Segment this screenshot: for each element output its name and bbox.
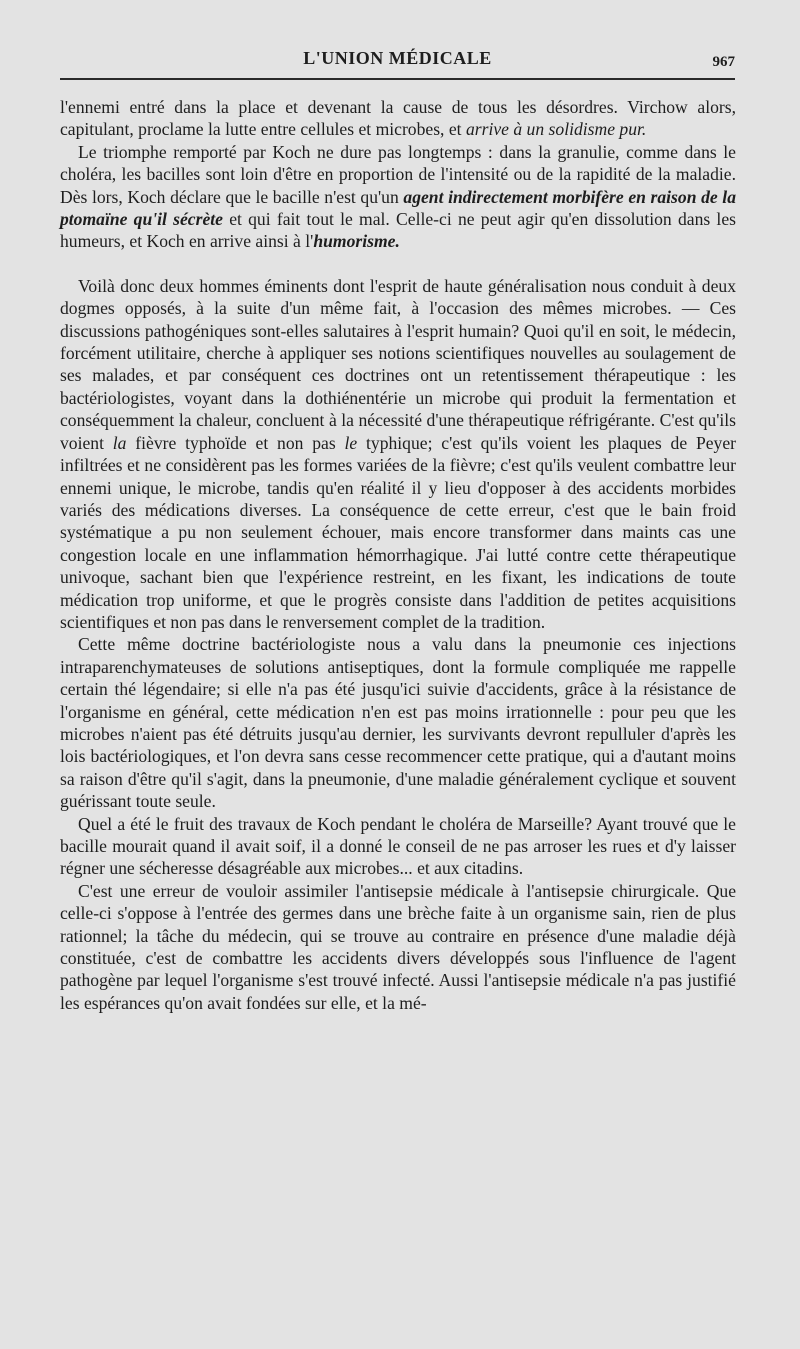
text-run: fièvre typhoïde et non pas [126, 432, 345, 453]
text-run-italic: arrive à un solidisme pur. [465, 119, 647, 140]
text-run-italic: le [344, 432, 358, 453]
text-run: Cette même doctrine bactériologiste nous a valu dans la pneumonie ces injections intraparenchymateuses de solutions antiseptiques, dont la formule compliquée me rappelle certain thé légendaire; si elle n'a pas été jusqu'ici suivie d'accidents, grâce à la résistance de l'organisme en général, cette médication n'en est pas moins irrationnelle : pour peu que les microbes n'aient pas été détruits jusqu'au dernier, les survivants devront repulluler d'après les lois bactériologiques, et l'on devra sans cesse recommencer cette pratique, qui a d'autant moins sa raison d'être qu'il s'agit, dans la pneumonie, d'une maladie généralement cyclique et souvent guérissant toute seule. [60, 634, 736, 812]
text-run-italic: la [112, 432, 127, 453]
paragraph-3 [60, 275, 736, 634]
header-rule [60, 78, 735, 80]
text-run: typhique; c'est qu'ils voient les plaques de Peyer infiltrées et ne considèrent pas les formes variées de la fièvre; c'est qu'ils veulent combattre leur ennemi unique, le microbe, tandis qu'en réalité il y lieu d'opposer à des accidents morbides variés des médications diverses. La conséquence de cette erreur, c'est que le bain froid systématique a pu non seulement échouer, mais encore transformer dans maints cas une congestion locale en une inflammation hémorrhagique. J'ai lutté contre cette thérapeutique univoque, sachant bien que l'expérience restreint, en les fixant, les indications de toute médication trop uniforme, et que le progrès consiste dans l'addition de petites acquisitions scientifiques et non pas dans le renversement complet de la tradition. [60, 432, 737, 632]
paragraph-5 [60, 813, 736, 880]
paragraph-4 [60, 633, 736, 812]
text-run: et qui fait tout le mal. Celle-ci ne peut agir qu'en dissolution dans les humeurs, et Koch en arrive ainsi à l' [60, 209, 736, 252]
text-run: Le triomphe remporté par Koch ne dure pas longtemps : dans la granulie, comme dans le choléra, les bacilles sont loin d'être en proportion de l'intensité ou de la rapidité de la maladie. Dès lors, Koch déclare que le bacille n'est qu'un [60, 141, 736, 207]
page-number: 967 [712, 54, 735, 70]
text-run-italic: agent indirectement morbifère en raison de la ptomaïne qu'il sécrète [60, 186, 736, 230]
paragraph-1 [60, 96, 736, 141]
running-header [60, 48, 735, 78]
text-run: l'ennemi entré dans la place et devenant la cause de tous les désordres. Virchow alors, capitulant, proclame la lutte entre cellules et microbes, et [60, 97, 736, 140]
body-text [60, 96, 736, 1014]
journal-title: L'UNION MÉDICALE [303, 48, 492, 68]
text-run: Voilà donc deux hommes éminents dont l'esprit de haute généralisation nous conduit à deux dogmes opposés, à la suite d'un même fait, à l'occasion des mêmes microbes. — Ces discussions pathogéniques sont-elles salutaires à l'esprit humain? Quoi qu'il en soit, le médecin, forcément utilitaire, cherche à appliquer ses notions scientifiques nouvelles au soulagement de ses malades, et par conséquent ces doctrines ont un retentissement thérapeutique : les bactériologistes, voyant dans la dothiénentérie un microbe qui produit la fermentation et conséquemment la chaleur, concluent à la nécessité d'une thérapeutique réfrigérante. C'est qu'ils voient [60, 275, 736, 453]
text-run-italic: humorisme. [313, 231, 400, 252]
text-run: Quel a été le fruit des travaux de Koch pendant le choléra de Marseille? Ayant trouvé que le bacille mourait quand il avait soif, il a donné le conseil de ne pas arroser les rues et d'y laisser régner une sécheresse désagréable aux microbes... et aux citadins. [60, 813, 736, 879]
paragraph-6 [60, 880, 736, 1014]
text-run: C'est une erreur de vouloir assimiler l'antisepsie médicale à l'antisepsie chirurgicale. Que celle-ci s'oppose à l'entrée des germes dans une brèche faite à un organisme sain, rien de plus rationnel; la tâche du médecin, qui se trouve au contraire en présence d'une maladie déjà constituée, c'est de combattre les accidents divers développés sous l'influence de l'agent pathogène par lequel l'organisme s'est trouvé infecté. Aussi l'antisepsie médicale n'a pas justifié les espérances qu'on avait fondées sur elle, et la mé- [60, 880, 736, 1013]
paragraph-2 [60, 141, 736, 253]
